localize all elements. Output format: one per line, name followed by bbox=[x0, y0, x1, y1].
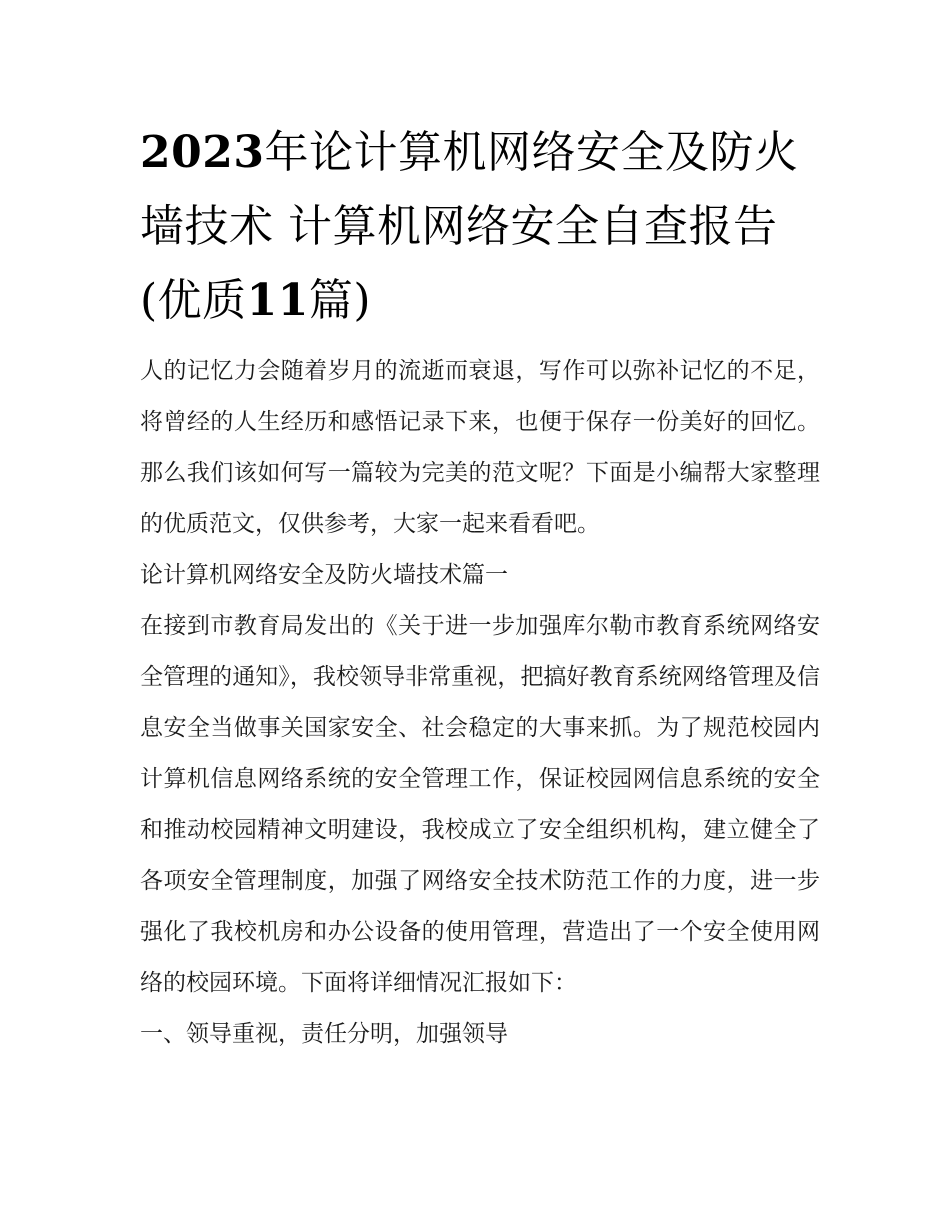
document-body bbox=[140, 116, 820, 1060]
document-title: 2023年论计算机网络安全及防火墙技术 计算机网络安全自查报告(优质11篇) bbox=[140, 127, 799, 326]
body-paragraph: 在接到市教育局发出的《关于进一步加强库尔勒市教育系统网络安全管理的通知》，我校领导非常重视，把搞好教育系统网络管理及信息安全当做事关国家安全、社会稳定的大事来抓。为了规范校园内计算机信息网络系统的安全管理工作，保证校园网信息系统的安全和推动校园精神文明建设，我校成立了安全组织机构，建立健全了各项安全管理制度，加强了网络安全技术防范工作的力度，进一步强化了我校机房和办公设备的使用管理，营造出了一个安全使用网络的校园环境。下面将详细情况汇报如下： bbox=[140, 613, 820, 996]
subsection-heading: 一、领导重视，责任分明，加强领导 bbox=[140, 1021, 508, 1047]
intro-paragraph: 人的记忆力会随着岁月的流逝而衰退，写作可以弥补记忆的不足，将曾经的人生经历和感悟记录下来，也便于保存一份美好的回忆。那么我们该如何写一篇较为完美的范文呢？下面是小编帮大家整理的优质范文，仅供参考，大家一起来看看吧。 bbox=[140, 358, 820, 537]
section-heading: 论计算机网络安全及防火墙技术篇一 bbox=[140, 562, 508, 588]
